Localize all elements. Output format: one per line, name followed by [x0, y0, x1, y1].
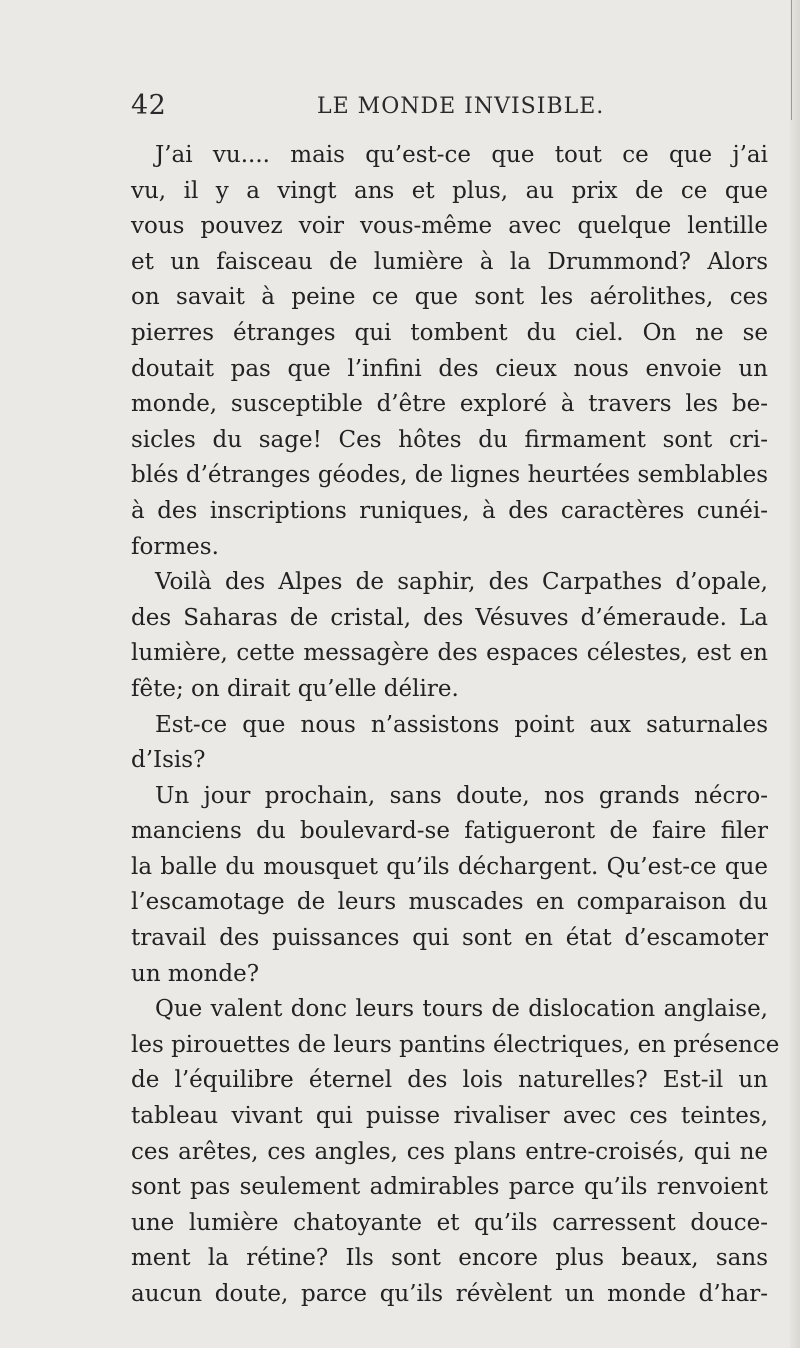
- text-line: Est-ce que nous n’assistons point aux saturnales: [155, 711, 768, 738]
- text-line: l’escamotage de leurs muscades en comparaison du: [131, 889, 768, 916]
- text-line: vu, il y a vingt ans et plus, au prix de ce que: [131, 177, 768, 204]
- text-line: Voilà des Alpes de saphir, des Carpathes d’opale,: [155, 569, 768, 596]
- text-line: ment la rétine? Ils sont encore plus beaux, sans: [131, 1245, 768, 1272]
- text-line: formes.: [131, 533, 219, 560]
- text-line: travail des puissances qui sont en état d’escamoter: [131, 925, 768, 952]
- text-line: monde, susceptible d’être exploré à travers les be-: [131, 391, 768, 418]
- page-header: [131, 90, 771, 130]
- page-edge-line: [791, 0, 792, 120]
- text-line: blés d’étranges géodes, de lignes heurtées semblables: [131, 462, 768, 489]
- text-line: sont pas seulement admirables parce qu’ils renvoient: [131, 1174, 768, 1201]
- text-line: lumière, cette messagère des espaces célestes, est en: [131, 640, 768, 667]
- text-line: on savait à peine ce que sont les aérolithes, ces: [131, 284, 768, 311]
- text-line: manciens du boulevard-se fatigueront de faire filer: [131, 818, 768, 845]
- text-line: la balle du mousquet qu’ils déchargent. Qu’est-ce que: [131, 853, 768, 880]
- text-line: les pirouettes de leurs pantins électriques, en présence: [131, 1031, 780, 1058]
- text-line: une lumière chatoyante et qu’ils carressent douce-: [131, 1209, 768, 1236]
- text-line: ces arêtes, ces angles, ces plans entre-croisés, qui ne: [131, 1138, 768, 1165]
- text-line: pierres étranges qui tombent du ciel. On ne se: [131, 319, 768, 346]
- page-number: 42: [131, 90, 167, 121]
- text-line: d’Isis?: [131, 747, 206, 774]
- text-line: des Saharas de cristal, des Vésuves d’émeraude. La: [131, 604, 768, 631]
- text-line: tableau vivant qui puisse rivaliser avec ces teintes,: [131, 1103, 768, 1130]
- text-line: aucun doute, parce qu’ils révèlent un monde d’har-: [131, 1281, 768, 1307]
- text-line: de l’équilibre éternel des lois naturelles? Est-il un: [131, 1067, 768, 1094]
- text-line: fête; on dirait qu’elle délire.: [131, 675, 459, 702]
- text-line: doutait pas que l’infini des cieux nous envoie un: [131, 355, 768, 382]
- text-line: à des inscriptions runiques, à des caractères cunéi-: [131, 497, 768, 524]
- text-line: sicles du sage! Ces hôtes du firmament sont cri-: [131, 426, 768, 453]
- text-line: un monde?: [131, 960, 260, 987]
- text-line: et un faisceau de lumière à la Drummond? Alors: [131, 248, 768, 275]
- body-text: [131, 138, 780, 1313]
- page-edge: [790, 0, 800, 1348]
- text-line: J’ai vu.... mais qu’est-ce que tout ce que j’ai: [155, 142, 768, 168]
- text-line: Que valent donc leurs tours de dislocation anglaise,: [155, 996, 768, 1023]
- text-line: Un jour prochain, sans doute, nos grands nécro-: [155, 782, 768, 809]
- text-line: vous pouvez voir vous-même avec quelque lentille: [131, 213, 768, 240]
- running-title: LE MONDE INVISIBLE.: [317, 94, 605, 119]
